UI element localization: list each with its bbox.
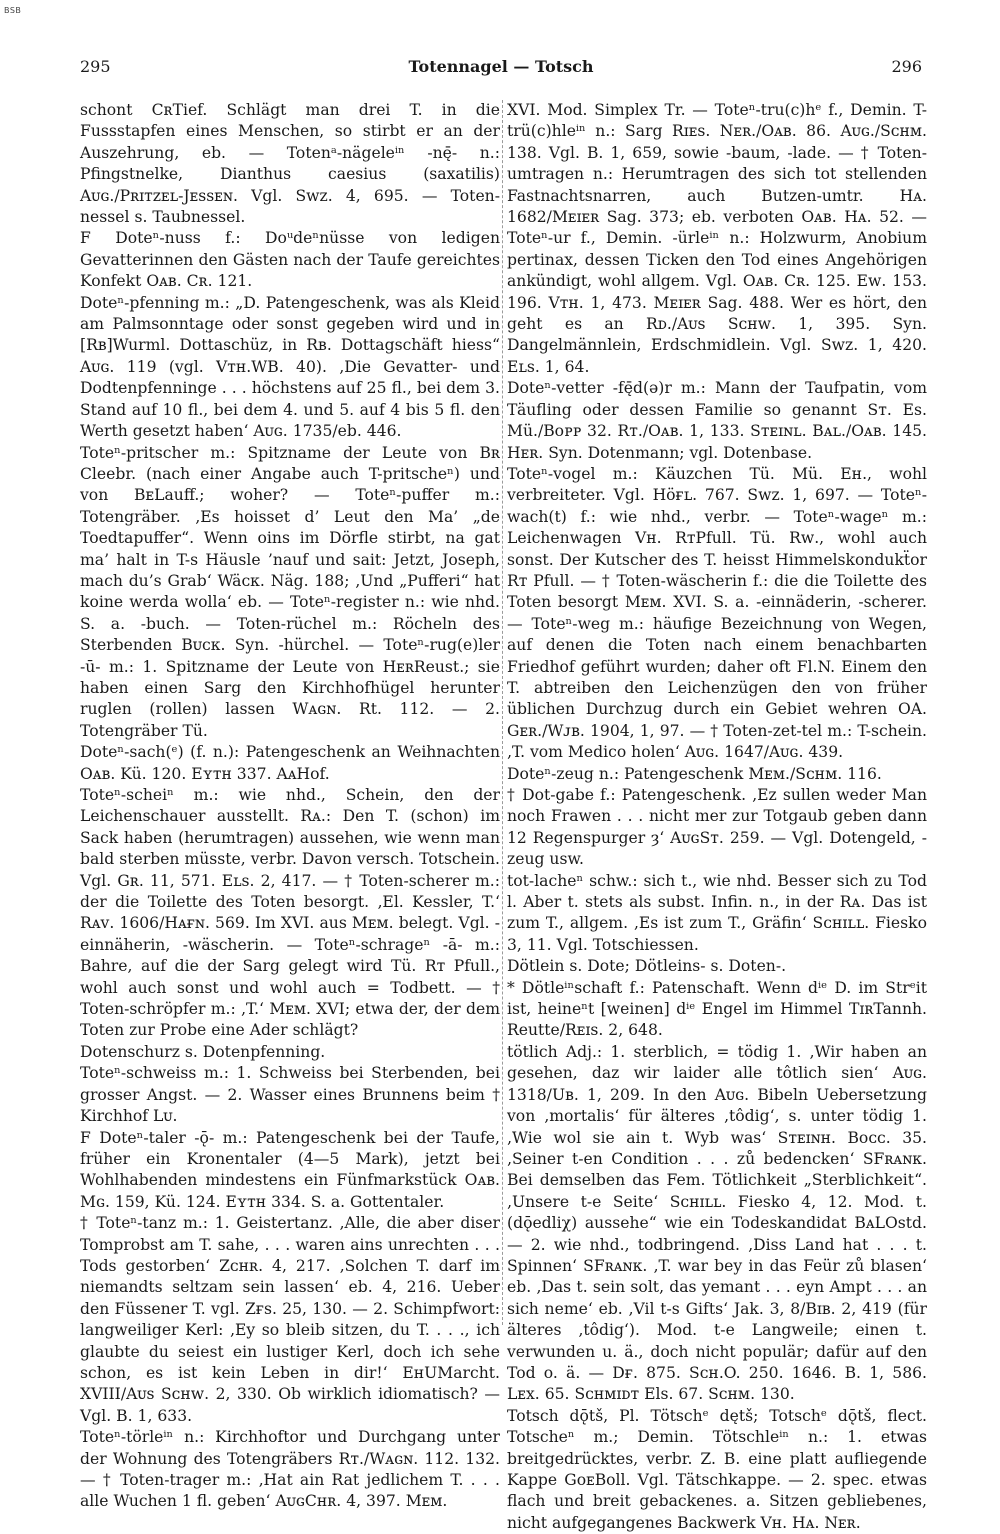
running-title: Totennagel — Totsch xyxy=(408,57,594,76)
entry: † Toteⁿ-tanz m.: 1. Geistertanz. ‚Alle, die aber diser Tomprobst am T. sahe, . . . waren ains unrechten . . . Tods gestorben‘ Zᴄʜʀ. 4, 217. ‚Solchen T. darf im niemandts seltzam sein lassen‘ eb. 4, 216. Ueber den Füssener T. vgl. Zғs. 25, 130. — 2. Schimpfwort: langweiliger Kerl: ‚Ey so bleib sitzen, du T. . . ., ich glaubte du seiest ein lustiger Kerl, doch ich sehe schon, es ist kein Leben in dir!‘ EʜUMarcht. XVIII/Aᴜs Sᴄʜᴡ. 2, 330. Ob wirklich idiomatisch? — Vgl. B. 1, 633. xyxy=(80,1214,500,1425)
entry: Toteⁿ-pritscher m.: Spitzname der Leute von Bʀ Cleebr. (nach einer Angabe auch T-pritscheⁿ) und von BᴇLauff.; woher? — Toteⁿ-puffer m.: Totengräber. ‚Es hoisset d’ Leut den Ma’ „de Toedtapuffer“. Wenn oins im Dörfle stirbt, na gat ma’ halt in T-s Häusle ’nauf und sait: Jetzt, Joseph, mach du’s Grab‘ Wäᴄᴋ. Näg. 188; ‚Und „Pufferi“ hat koine werda wolla‘ eb. — Toteⁿ-register n.: wie nhd. S. a. -buch. — Toten-rüchel m.: Röcheln des Sterbenden Bᴜᴄᴋ. Syn. -hürchel. — Toteⁿ-rug(e)ler -ū- m.: 1. Spitzname der Leute von HᴇʀReust.; sie haben einen Sarg den Kirchhofhügel herunter ruglen (rollen) lassen Wᴀɢɴ. Rt. 112. — 2. Totengräber Tü. xyxy=(80,443,500,740)
entry: * Dötleⁱⁿschaft f.: Patenschaft. Wenn dⁱᵉ D. im Strᵉit ist, heineⁿt [weinen] dⁱᵉ Engel im Himmel TɪʀTannh. Reutte/Rᴇɪs. 2, 648. xyxy=(507,978,927,1040)
entry: Toteⁿ-scheiⁿ m.: wie nhd., Schein, den der Leichenschauer ausstellt. Rᴀ.: Den T. (schon) im Sack haben (herumtragen) aussehen, wie wenn man bald sterben müsste, verbr. Davon versch. Totschein. Vgl. Gʀ. 11, 571. Eʟs. 2, 417. — † Toten-scherer m.: der die Toilette des Toten besorgt. ‚El. Kessler, T.‘ Rᴀᴠ. 1606/Hᴀғɴ. 569. Im XVI. aus Mᴇᴍ. belegt. Vgl. -einnäherin, -wäscherin. — Toteⁿ-schrageⁿ -ā- m.: Bahre, auf die der Sarg gelegt wird Tü. Rᴛ Pfull., wohl auch sonst und wohl auch = Todbett. — † Toten-schröpfer m.: ‚T.‘ Mᴇᴍ. XVI; etwa der, der dem Toten zur Probe eine Ader schlägt? xyxy=(80,786,500,1040)
entry: tot-lacheⁿ schw.: sich t., wie nhd. Besser sich zu Tod l. Aber t. stets als subst. Infin. n., in der Rᴀ. Das ist zum T., allgem. ‚Es ist zum T., Gräfin‘ Sᴄʜɪʟʟ. Fiesko 3, 11. Vgl. Totschiessen. xyxy=(507,871,927,954)
entry: Doteⁿ-pfenning m.: „D. Patengeschenk, was als Kleid am Palmsonntage oder sonst gegeben wird und in [Rʙ]Wurml. Dottaschüz, in Rʙ. Dottagschäft hiess“ Aᴜɢ. 119 (vgl. Vᴛʜ.WB. 40). ‚Die Gevatter- und Dodtenpfenninge . . . höchstens auf 25 fl., bei dem 3. Stand auf 10 fl., bei dem 4. und 5. auf 4 bis 5 fl. den Werth gesetzt haben‘ Aᴜɢ. 1735/eb. 446. xyxy=(80,293,500,441)
entry: tötlich Adj.: 1. sterblich, = tödig 1. ‚Wir haben an gesehen, daz wir laider alle tôtlich sien‘ Aᴜɢ. 1318/Uʙ. 1, 209. In den Aᴜɢ. Bibeln Uebersetzung von ‚mortalis‘ für älteres ‚tôdig‘, s. unter tödig 1. ‚Wie wol sie ain t. Wyb was‘ Sᴛᴇɪɴʜ. Boᴄᴄ. 35. ‚Seiner t-en Condition . . . zů bedencken‘ SFʀᴀɴᴋ. Bei demselben das Fem. Tötlichkeit „Sterblichkeit“. ‚Unsere t-e Seite‘ Sᴄʜɪʟʟ. Fiesko 4, 12. Mod. t. (dǭedliχ) aussehe“ wie ein Todeskandidat BᴀLOstd. — 2. wie nhd., todbringend. ‚Diss Land hat . . . t. Spinnen‘ SFʀᴀɴᴋ. ‚T. war bey in das Feür zů blasen‘ eb. ‚Das t. sein solt, das yemant . . . eyn Ampt . . . an sich neme‘ eb. ‚Vil t-s Gifts‘ Jak. 3, 8/Bɪʙ. 2, 419 (für älteres ‚tôdig‘). Mod. t-e Langweile; einen t. verwunden u. ä., doch nicht populär; dafür auf den Tod o. ä. — Dғ. 875. Sᴄʜ.O. 250. 1646. B. 1, 586. Lᴇx. 65. Sᴄʜᴍɪᴅᴛ Els. 67. Sᴄʜᴍ. 130. xyxy=(507,1042,927,1404)
entry: Doteⁿ-zeug n.: Patengeschenk Mᴇᴍ./Sᴄʜᴍ. 116. xyxy=(507,764,882,783)
entry: F Doteⁿ-taler -ǭ- m.: Patengeschenk bei der Taufe, früher ein Kronentaler (4—5 Mark), jetzt bei Wohlhabenden mindestens ein Fünfmarkstück Oᴀʙ. Mɢ. 159, Kü. 124. Eʏᴛʜ 334. S. a. Gottentaler. xyxy=(80,1128,500,1211)
entry: Dötlein s. Dote; Dötleins- s. Doten-. xyxy=(507,957,787,976)
entry: Toteⁿ-vogel m.: Käuzchen Tü. Mü. Eʜ., wohl verbreiteter. Vgl. Höғʟ. 767. Swz. 1, 697. — Toteⁿ-wach(t) f.: wie nhd., verbr. — Toteⁿ-wageⁿ m.: Leichenwagen Vʜ. RᴛPfull. Tü. Rᴡ., wohl auch sonst. Der Kutscher des T. heisst Himmelskondukẗor Rᴛ Pfull. — † Toten-wäscherin f.: die die Toilette des Toten besorgt Mᴇᴍ. XVI. S. a. -einnäderin, -scherer. — Toteⁿ-weg m.: häufige Bezeichnung von Wegen, auf denen die Toten nach einem benachbarten Friedhof geführt wurden; daher oft Fl.N. Einem den T. abtreiben den Leichenzügen den von früher üblichen Durchzug durch ein Gebiet wehren OA. Gᴇʀ./Wᴊʙ. 1904, 1, 97. — † Toten-zet-tel m.: T-schein. ‚T. vom Medico holen‘ Aᴜɢ. 1647/Aᴜɢ. 439. xyxy=(507,464,927,762)
entry: Toteⁿ-schweiss m.: 1. Schweiss bei Sterbenden, bei grosser Angst. — 2. Wasser eines Brunnens beim † Kirchhof Lᴜ. xyxy=(80,1064,500,1126)
entry: F Doteⁿ-nuss f.: Doᵘdeⁿnüsse von ledigen Gevatterinnen den Gästen nach der Taufe gereichtes Konfekt Oᴀʙ. Cʀ. 121. xyxy=(80,229,500,291)
right-column xyxy=(507,100,927,1532)
entry: schont CʀTief. Schlägt man drei T. in die Fussstapfen eines Menschen, so stirbt er an der Auszehrung, eb. — Totenᵃ-nägeleⁱⁿ -nę̄- n.: Pfingstnelke, Dianthus caesius (saxatilis) Aᴜɢ./Pʀɪᴛᴢᴇʟ-Jᴇssᴇɴ. Vgl. Swz. 4, 695. — Toten-nessel s. Taubnessel. xyxy=(80,101,500,227)
entry: XVI. Mod. Simplex Tr. — Toteⁿ-tru(c)hᵉ f., Demin. T-trü(c)hleⁱⁿ n.: Sarg Rɪᴇs. Nᴇʀ./Oᴀʙ. 86. Aᴜɢ./Sᴄʜᴍ. 138. Vgl. B. 1, 659, sowie -baum, -lade. — † Toten-umtragen n.: Herumtragen des sich tot stellenden Fastnachtsnarren, auch Butzen-umtr. Hᴀ. 1682/Mᴇɪᴇʀ Sag. 373; eb. verboten Oᴀʙ. Hᴀ. 52. — Toteⁿ-ur f., Demin. -ürleⁱⁿ n.: Holzwurm, Anobium pertinax, dessen Ticken den Tod eines Angehörigen ankündigt, wohl allgem. Vgl. Oᴀʙ. Cʀ. 125. Eᴡ. 153. 196. Vᴛʜ. 1, 473. Mᴇɪᴇʀ Sag. 488. Wer es hört, den geht es an Rᴅ./Aᴜs Sᴄʜᴡ. 1, 395. Syn. Dangelmännlein, Erdschmidlein. Vgl. Swz. 1, 420. Eʟs. 1, 64. xyxy=(507,101,927,376)
page-number-right: 296 xyxy=(891,57,922,76)
entry: Toteⁿ-törleⁱⁿ n.: Kirchhoftor und Durchgang unter der Wohnung des Totengräbers Rᴛ./Wᴀɢɴ. 112. 132. — † Toten-trager m.: ‚Hat ain Rat jedlichem T. . . . alle Wuchen 1 fl. geben‘ AᴜɢCʜʀ. 4, 397. Mᴇᴍ. xyxy=(80,1428,500,1511)
running-header xyxy=(80,57,922,83)
page-number-left: 295 xyxy=(80,57,111,76)
column-divider xyxy=(502,100,503,1325)
entry: Doteⁿ-vetter -fę̄d(ə)r m.: Mann der Taufpatin, vom Täufling oder dessen Familie so genannt Sᴛ. Es. Mü./Bᴏᴘᴘ 32. Rᴛ./Oᴀʙ. 1, 133. Sᴛᴇɪɴʟ. Bᴀʟ./Oᴀʙ. 145. Hᴇʀ. Syn. Dotenmann; vgl. Dotenbase. xyxy=(507,379,927,462)
entry: Dotenschurz s. Dotenpfenning. xyxy=(80,1042,326,1061)
entry: Doteⁿ-sach(ᵉ) (f. n.): Patengeschenk an Weihnachten Oᴀʙ. Kü. 120. Eʏᴛʜ 337. AᴀHof. xyxy=(80,743,500,783)
entry: Totsch dǭtš, Pl. Tötschᵉ dętš; Totschᵉ dǭtš, flect. Totscheⁿ m.; Demin. Tötschleⁱⁿ n.: 1. etwas breitgedrücktes, verbr. Z. B. eine platt aufliegende Kappe GᴏᴇBoll. Vgl. Tätschkappe. — 2. spec. etwas flach und breit gebackenes. a. Sitzen gebliebenes, nicht aufgegangenes Backwerk Vʜ. Hᴀ. Nᴇʀ. xyxy=(507,1406,927,1532)
entry: † Dot-gabe f.: Patengeschenk. ‚Ez sullen weder Man noch Frawen . . . nicht mer zur Totgaub geben dann 12 Regenspurger ȝ‘ AᴜɢSᴛ. 259. — Vgl. Dotengeld, -zeug usw. xyxy=(507,786,927,869)
left-column xyxy=(80,100,500,1511)
library-stamp: BSB xyxy=(4,6,22,15)
